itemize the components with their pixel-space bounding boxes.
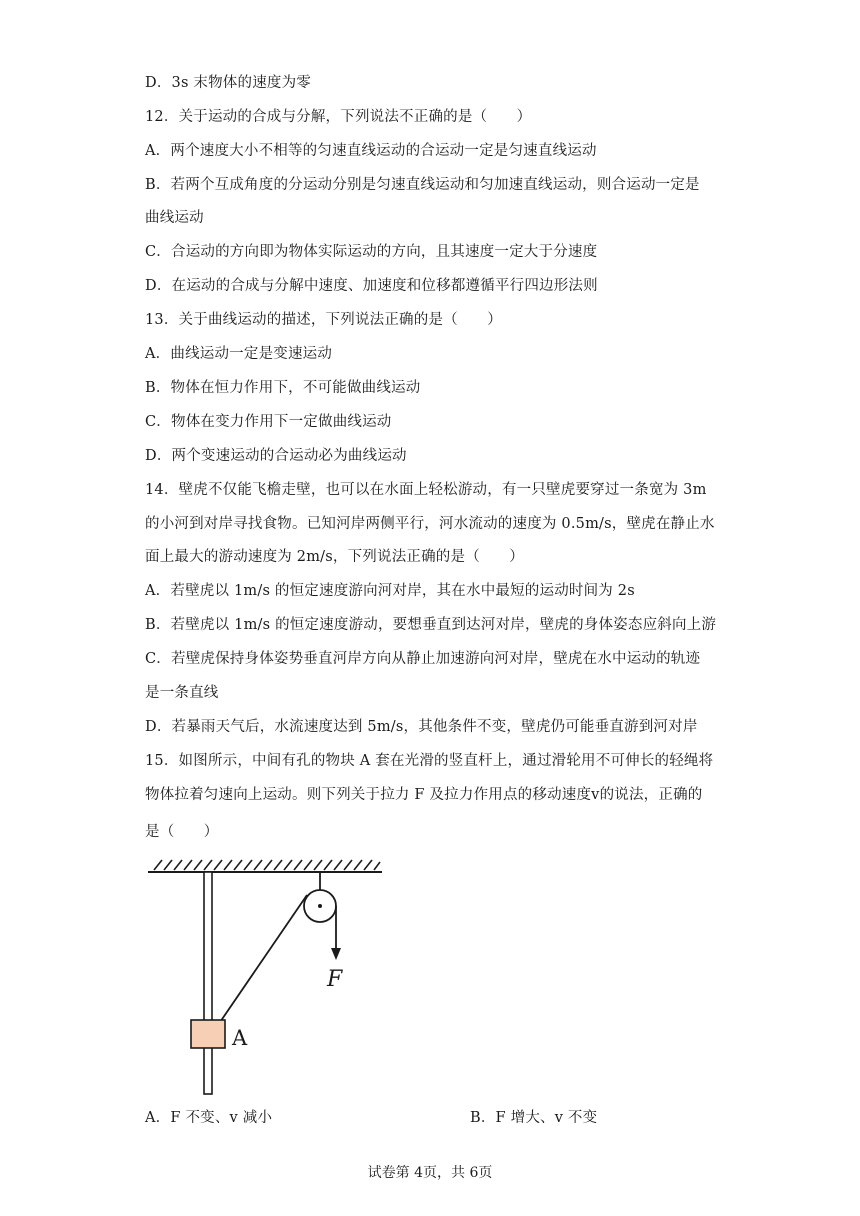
q11-option-d: D．3s 末物体的速度为零 <box>145 75 312 91</box>
q12-option-b: B．若两个互成角度的分运动分别是匀速直线运动和匀加速直线运动，则合运动一定是 <box>145 177 700 193</box>
q13-option-a: A．曲线运动一定是变速运动 <box>145 346 333 362</box>
q14-stem-2: 的小河到对岸寻找食物。已知河岸两侧平行，河水流动的速度为 0.5m/s，壁虎在静止水 <box>145 516 715 532</box>
q12-option-b-cont: 曲线运动 <box>145 210 204 226</box>
ceiling-hatching <box>154 860 380 870</box>
q15-stem-1: 15．如图所示，中间有孔的物块 A 套在光滑的竖直杆上，通过滑轮用不可伸长的轻绳将 <box>145 753 714 769</box>
q14-option-c: C．若壁虎保持身体姿势垂直河岸方向从静止加速游向河对岸，壁虎在水中运动的轨迹 <box>145 651 701 667</box>
q15-stem-3: 是（ ） <box>145 824 219 840</box>
q13-option-b: B．物体在恒力作用下，不可能做曲线运动 <box>145 380 421 396</box>
force-label: F <box>327 967 343 992</box>
q14-option-b: B．若壁虎以 1m/s 的恒定速度游动，要想垂直到达河对岸，壁虎的身体姿态应斜向上游 <box>145 617 717 633</box>
q14-option-d: D．若暴雨天气后，水流速度达到 5m/s，其他条件不变，壁虎仍可能垂直游到河对岸 <box>145 719 698 735</box>
pulley-axle <box>318 904 322 908</box>
block-label: A <box>232 1026 248 1050</box>
q14-stem-1: 14．壁虎不仅能飞檐走壁，也可以在水面上轻松游动，有一只壁虎要穿过一条宽为 3m <box>145 482 707 498</box>
force-arrow-head <box>331 948 341 960</box>
q14-option-a: A．若壁虎以 1m/s 的恒定速度游向河对岸，其在水中最短的运动时间为 2s <box>145 583 635 599</box>
q13-stem: 13．关于曲线运动的描述，下列说法正确的是（ ） <box>145 312 502 328</box>
q12-stem: 12．关于运动的合成与分解，下列说法不正确的是（ ） <box>145 109 532 125</box>
page-footer: 试卷第 4页，共 6页 <box>367 1165 493 1181</box>
q15-option-a: A．F 不变、v 减小 <box>145 1110 273 1126</box>
q12-option-a: A．两个速度大小不相等的匀速直线运动的合运动一定是匀速直线运动 <box>145 143 597 159</box>
q14-stem-3: 面上最大的游动速度为 2m/s，下列说法正确的是（ ） <box>145 549 525 565</box>
pulley-figure <box>140 848 400 1098</box>
q15-option-b: B．F 增大、v 不变 <box>470 1110 598 1126</box>
q14-option-c-cont: 是一条直线 <box>145 685 219 701</box>
vertical-rod <box>204 872 212 1094</box>
block-a <box>191 1020 225 1048</box>
rope-slanted <box>216 895 307 1028</box>
q13-option-d: D．两个变速运动的合运动必为曲线运动 <box>145 448 407 464</box>
q13-option-c: C．物体在变力作用下一定做曲线运动 <box>145 414 392 430</box>
q12-option-d: D．在运动的合成与分解中速度、加速度和位移都遵循平行四边形法则 <box>145 278 598 294</box>
q12-option-c: C．合运动的方向即为物体实际运动的方向，且其速度一定大于分速度 <box>145 244 598 260</box>
q15-stem-2: 物体拉着匀速向上运动。则下列关于拉力 F 及拉力作用点的移动速度v的说法，正确的 <box>145 787 703 803</box>
pulley-diagram <box>140 848 400 1098</box>
